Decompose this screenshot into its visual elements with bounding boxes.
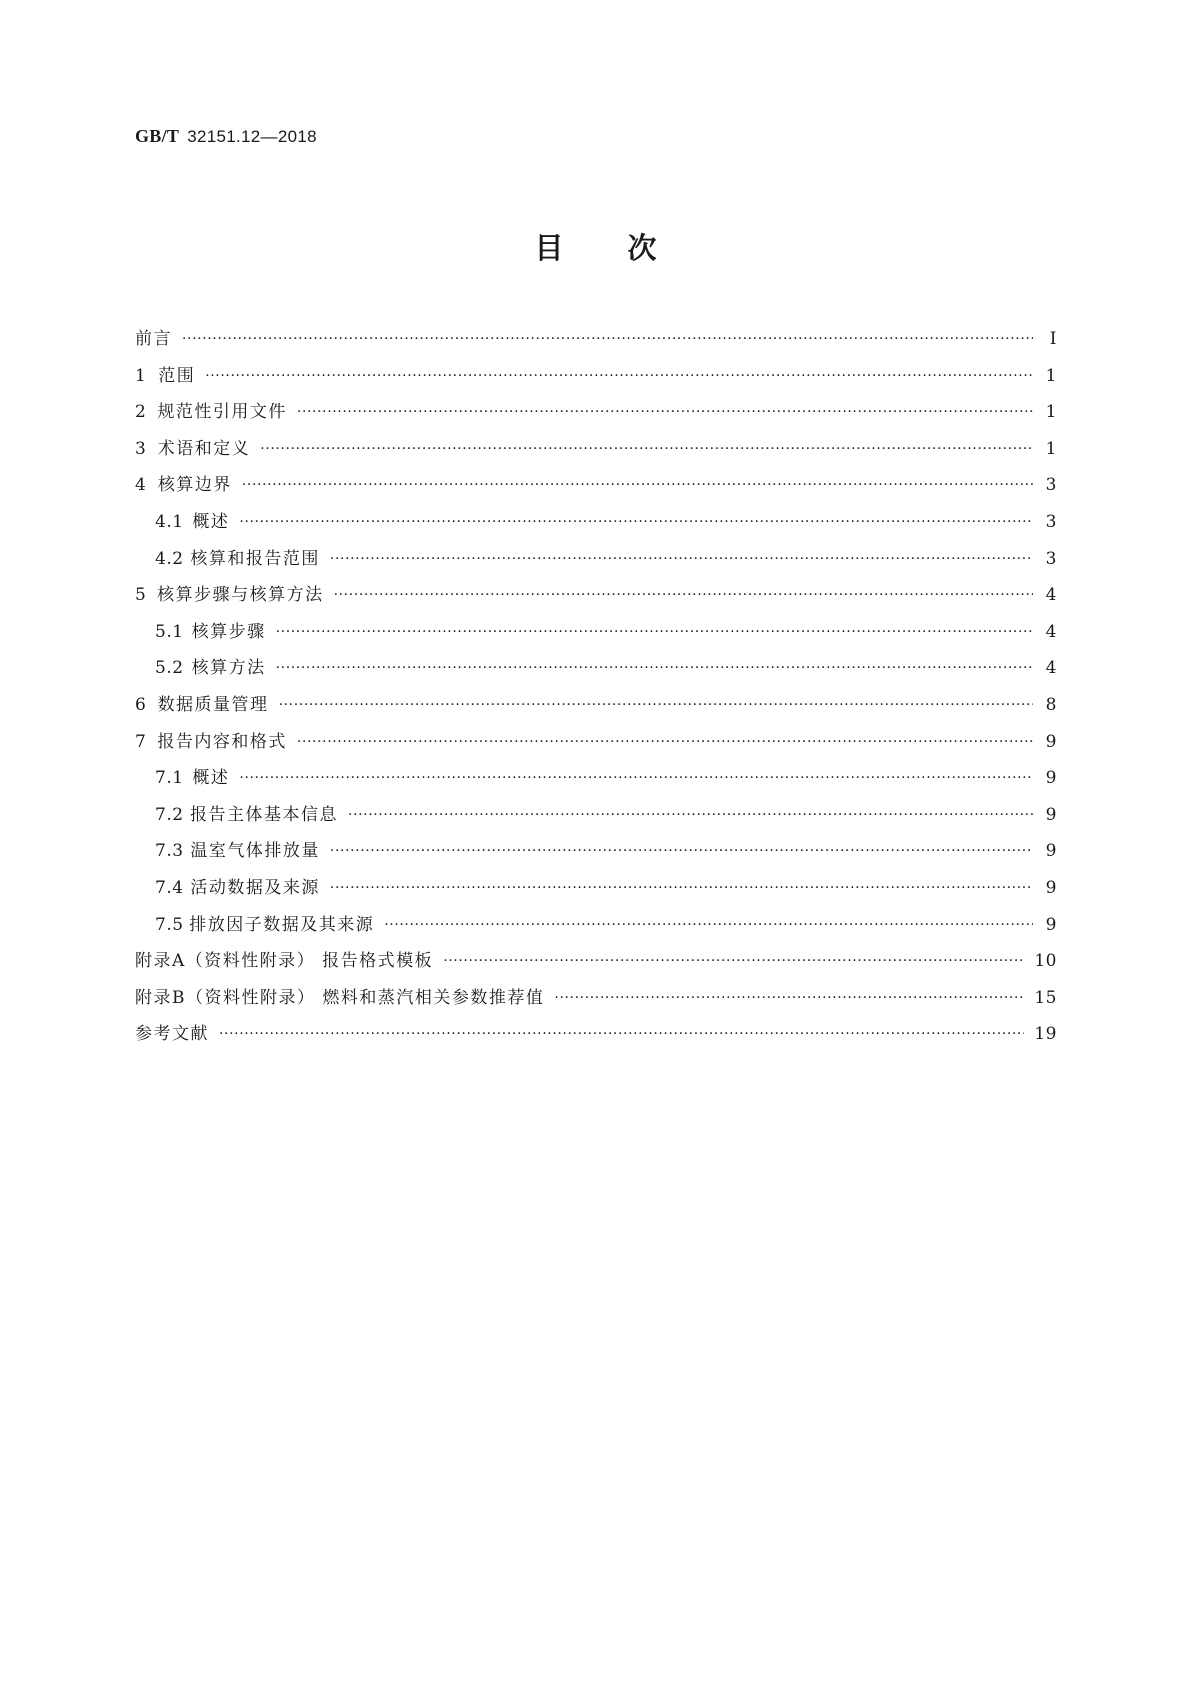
toc-entry[interactable] <box>135 800 1057 837</box>
toc-entry[interactable] <box>135 361 1057 398</box>
toc-entry-page-number: 9 <box>1045 731 1057 752</box>
toc-entry-page-number: I <box>1049 329 1057 349</box>
toc-entry[interactable] <box>135 434 1057 471</box>
toc-entry-label: 核算步骤与核算方法 <box>157 585 324 606</box>
toc-entry-label: 范围 <box>158 365 196 386</box>
toc-dot-leader <box>239 514 1033 530</box>
toc-entry-number: 7.4 <box>155 877 184 898</box>
toc-entry[interactable] <box>135 727 1057 764</box>
toc-entry-label: 附录A（资料性附录） 报告格式模板 <box>135 951 434 972</box>
toc-entry[interactable] <box>135 690 1057 727</box>
toc-dot-leader <box>276 624 1033 640</box>
toc-entry-label: 核算和报告范围 <box>190 548 320 569</box>
toc-entry[interactable] <box>135 324 1057 361</box>
toc-dot-leader <box>276 660 1033 676</box>
toc-title: 目次 <box>534 231 721 265</box>
table-of-contents <box>135 324 1057 1056</box>
toc-entry-page-number: 3 <box>1045 475 1057 496</box>
standard-code <box>135 126 317 147</box>
toc-entry-number: 7.2 <box>155 804 184 825</box>
toc-entry[interactable] <box>135 397 1057 434</box>
toc-entry-page-number: 19 <box>1034 1024 1057 1045</box>
toc-entry-label: 核算边界 <box>157 475 232 496</box>
toc-entry-label: 概述 <box>192 511 230 532</box>
toc-entry-page-number: 9 <box>1045 768 1057 789</box>
toc-entry-number: 7.3 <box>155 841 184 862</box>
toc-entry-label: 前言 <box>135 329 172 349</box>
toc-entry-number: 6 <box>135 694 147 715</box>
toc-entry-label: 核算步骤 <box>191 621 266 642</box>
toc-dot-leader <box>242 477 1033 493</box>
toc-entry-number: 2 <box>135 402 147 423</box>
toc-dot-leader <box>297 734 1033 750</box>
toc-entry-page-number: 9 <box>1045 914 1057 935</box>
toc-dot-leader <box>330 551 1033 567</box>
toc-dot-leader <box>348 807 1033 823</box>
toc-entry-label: 附录B（资料性附录） 燃料和蒸汽相关参数推荐值 <box>135 987 545 1008</box>
toc-entry[interactable] <box>135 617 1057 654</box>
toc-entry-number: 4 <box>135 475 147 496</box>
toc-entry[interactable] <box>135 1019 1057 1056</box>
toc-entry[interactable] <box>135 873 1057 910</box>
toc-dot-leader <box>239 770 1033 786</box>
toc-entry-page-number: 4 <box>1045 585 1057 606</box>
toc-dot-leader <box>330 880 1033 896</box>
toc-entry-label: 温室气体排放量 <box>190 841 320 862</box>
toc-entry-number: 1 <box>135 365 147 386</box>
toc-entry-page-number: 1 <box>1045 438 1057 459</box>
toc-entry[interactable] <box>135 763 1057 800</box>
toc-entry-number: 3 <box>135 438 147 459</box>
toc-dot-leader <box>260 441 1033 457</box>
toc-entry-label: 报告内容和格式 <box>157 731 287 752</box>
toc-entry[interactable] <box>135 544 1057 581</box>
toc-entry-page-number: 1 <box>1045 402 1057 423</box>
toc-entry-label: 概述 <box>192 768 230 789</box>
toc-entry-label: 报告主体基本信息 <box>190 804 338 825</box>
toc-entry-page-number: 9 <box>1045 804 1057 825</box>
toc-dot-leader <box>334 587 1033 603</box>
toc-dot-leader <box>205 368 1033 384</box>
toc-entry-label: 排放因子数据及其来源 <box>189 914 375 935</box>
toc-dot-leader <box>182 331 1033 347</box>
standard-number: 32151.12—2018 <box>187 127 317 146</box>
toc-entry-label: 核算方法 <box>191 658 266 679</box>
toc-entry-label: 规范性引用文件 <box>157 402 287 423</box>
toc-dot-leader <box>384 917 1033 933</box>
toc-entry-page-number: 8 <box>1045 694 1057 715</box>
toc-entry-number: 7.5 <box>155 914 184 935</box>
toc-dot-leader <box>219 1026 1024 1042</box>
toc-entry-number: 5.1 <box>155 621 184 642</box>
toc-entry-page-number: 3 <box>1045 548 1057 569</box>
toc-entry-page-number: 4 <box>1045 658 1057 679</box>
toc-dot-leader <box>297 404 1033 420</box>
toc-entry[interactable] <box>135 653 1057 690</box>
toc-entry-page-number: 15 <box>1034 987 1057 1008</box>
toc-dot-leader <box>279 697 1033 713</box>
toc-entry-number: 5.2 <box>155 658 184 679</box>
toc-entry-number: 4.1 <box>155 511 184 532</box>
toc-dot-leader <box>443 953 1024 969</box>
toc-entry-page-number: 9 <box>1045 877 1057 898</box>
toc-entry-page-number: 3 <box>1045 511 1057 532</box>
toc-entry[interactable] <box>135 910 1057 947</box>
toc-entry-page-number: 10 <box>1034 951 1057 972</box>
toc-dot-leader <box>330 843 1033 859</box>
toc-entry-label: 参考文献 <box>135 1024 209 1045</box>
toc-entry-label: 数据质量管理 <box>157 694 269 715</box>
toc-entry-label: 活动数据及来源 <box>190 877 320 898</box>
toc-entry-number: 7 <box>135 731 147 752</box>
toc-entry[interactable] <box>135 580 1057 617</box>
standard-prefix: GB/T <box>135 126 180 146</box>
toc-entry[interactable] <box>135 836 1057 873</box>
toc-entry-page-number: 1 <box>1045 365 1057 386</box>
toc-entry[interactable] <box>135 470 1057 507</box>
toc-entry[interactable] <box>135 946 1057 983</box>
toc-entry[interactable] <box>135 507 1057 544</box>
toc-entry-page-number: 9 <box>1045 841 1057 862</box>
toc-entry-number: 4.2 <box>155 548 184 569</box>
toc-entry-page-number: 4 <box>1045 621 1057 642</box>
toc-dot-leader <box>554 990 1024 1006</box>
toc-entry-number: 7.1 <box>155 768 184 789</box>
toc-entry-label: 术语和定义 <box>157 438 251 459</box>
toc-entry-number: 5 <box>135 585 147 606</box>
toc-entry[interactable] <box>135 983 1057 1020</box>
